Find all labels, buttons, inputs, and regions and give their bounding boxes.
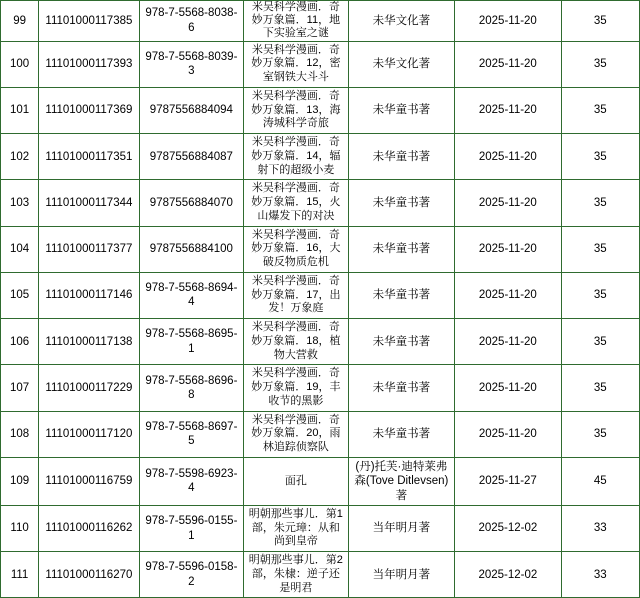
cell-date: 2025-11-20	[455, 87, 562, 133]
cell-index: 105	[1, 272, 39, 318]
table-row[interactable]	[1, 457, 640, 505]
cell-author: 当年明月著	[348, 552, 455, 598]
cell-author: 未华童书著	[348, 134, 455, 180]
cell-isbn: 978-7-5598-6923-4	[139, 457, 243, 505]
cell-date: 2025-11-20	[455, 134, 562, 180]
cell-price: 35	[561, 411, 639, 457]
cell-isbn: 978-7-5568-8695-1	[139, 319, 243, 365]
cell-title: 米吴科学漫画．奇妙万象篇．12，密室钢铁大斗斗	[244, 41, 348, 87]
cell-code: 11101000117369	[39, 87, 139, 133]
cell-isbn: 978-7-5596-0158-2	[139, 552, 243, 598]
cell-price: 35	[561, 319, 639, 365]
cell-index: 110	[1, 505, 39, 551]
cell-isbn: 9787556884100	[139, 226, 243, 272]
cell-price: 35	[561, 87, 639, 133]
table-row[interactable]	[1, 552, 640, 598]
table-row[interactable]	[1, 272, 640, 318]
cell-date: 2025-11-20	[455, 411, 562, 457]
cell-code: 11101000117393	[39, 41, 139, 87]
cell-price: 35	[561, 134, 639, 180]
cell-isbn: 978-7-5596-0155-1	[139, 505, 243, 551]
cell-index: 99	[1, 1, 39, 42]
cell-index: 109	[1, 457, 39, 505]
cell-date: 2025-11-20	[455, 1, 562, 42]
cell-title: 面孔	[244, 457, 348, 505]
cell-title: 米吴科学漫画．奇妙万象篇．15，火山爆发下的对决	[244, 180, 348, 226]
cell-author: 未华童书著	[348, 411, 455, 457]
table-row[interactable]	[1, 134, 640, 180]
cell-code: 11101000117229	[39, 365, 139, 411]
cell-code: 11101000117351	[39, 134, 139, 180]
table-row[interactable]	[1, 505, 640, 551]
cell-index: 107	[1, 365, 39, 411]
cell-price: 35	[561, 365, 639, 411]
cell-index: 104	[1, 226, 39, 272]
cell-author: 未华童书著	[348, 226, 455, 272]
cell-isbn: 978-7-5568-8697-5	[139, 411, 243, 457]
cell-title: 米吴科学漫画．奇妙万象篇．20，雨林追踪侦察队	[244, 411, 348, 457]
cell-isbn: 9787556884070	[139, 180, 243, 226]
cell-date: 2025-11-20	[455, 180, 562, 226]
cell-author: (丹)托芙·迪特莱弗森(Tove Ditlevsen)著	[348, 457, 455, 505]
cell-code: 11101000117120	[39, 411, 139, 457]
cell-price: 35	[561, 180, 639, 226]
table-row[interactable]	[1, 365, 640, 411]
cell-index: 111	[1, 552, 39, 598]
cell-code: 11101000116262	[39, 505, 139, 551]
cell-index: 103	[1, 180, 39, 226]
cell-price: 35	[561, 1, 639, 42]
cell-index: 102	[1, 134, 39, 180]
cell-date: 2025-12-02	[455, 552, 562, 598]
cell-title: 米吴科学漫画．奇妙万象篇．17，出发！万象庭	[244, 272, 348, 318]
cell-author: 当年明月著	[348, 505, 455, 551]
table-body	[1, 1, 640, 598]
cell-title: 明朝那些事儿．第2部，朱棣：逆子还是明君	[244, 552, 348, 598]
cell-code: 11101000117146	[39, 272, 139, 318]
table-row[interactable]	[1, 41, 640, 87]
cell-isbn: 9787556884094	[139, 87, 243, 133]
table-row[interactable]	[1, 180, 640, 226]
cell-author: 未华童书著	[348, 319, 455, 365]
cell-title: 米吴科学漫画．奇妙万象篇．13，海涛城科学奇旅	[244, 87, 348, 133]
cell-price: 35	[561, 41, 639, 87]
cell-date: 2025-11-20	[455, 272, 562, 318]
cell-date: 2025-12-02	[455, 505, 562, 551]
cell-date: 2025-11-20	[455, 41, 562, 87]
cell-author: 未华文化著	[348, 41, 455, 87]
cell-title: 米吴科学漫画．奇妙万象篇．19，丰收节的黑影	[244, 365, 348, 411]
cell-code: 11101000117377	[39, 226, 139, 272]
table-row[interactable]	[1, 411, 640, 457]
cell-author: 未华文化著	[348, 1, 455, 42]
cell-code: 11101000116270	[39, 552, 139, 598]
cell-code: 11101000117385	[39, 1, 139, 42]
cell-author: 未华童书著	[348, 87, 455, 133]
cell-price: 33	[561, 505, 639, 551]
cell-title: 明朝那些事儿．第1部，朱元璋：从和尚到皇帝	[244, 505, 348, 551]
cell-isbn: 978-7-5568-8038-6	[139, 1, 243, 42]
cell-price: 35	[561, 272, 639, 318]
cell-date: 2025-11-20	[455, 319, 562, 365]
cell-title: 米吴科学漫画．奇妙万象篇．11，地下实验室之谜	[244, 1, 348, 42]
cell-index: 108	[1, 411, 39, 457]
table-row[interactable]	[1, 226, 640, 272]
cell-author: 未华童书著	[348, 272, 455, 318]
table-row[interactable]	[1, 319, 640, 365]
cell-index: 106	[1, 319, 39, 365]
cell-isbn: 978-7-5568-8696-8	[139, 365, 243, 411]
cell-price: 33	[561, 552, 639, 598]
cell-index: 101	[1, 87, 39, 133]
cell-date: 2025-11-20	[455, 226, 562, 272]
cell-price: 45	[561, 457, 639, 505]
cell-date: 2025-11-27	[455, 457, 562, 505]
cell-code: 11101000117138	[39, 319, 139, 365]
cell-isbn: 978-7-5568-8039-3	[139, 41, 243, 87]
cell-author: 未华童书著	[348, 365, 455, 411]
cell-price: 35	[561, 226, 639, 272]
cell-title: 米吴科学漫画．奇妙万象篇．16，大破反物质危机	[244, 226, 348, 272]
cell-code: 11101000116759	[39, 457, 139, 505]
cell-title: 米吴科学漫画．奇妙万象篇．18，植物大营救	[244, 319, 348, 365]
cell-code: 11101000117344	[39, 180, 139, 226]
table-row[interactable]	[1, 1, 640, 42]
cell-index: 100	[1, 41, 39, 87]
cell-date: 2025-11-20	[455, 365, 562, 411]
cell-isbn: 9787556884087	[139, 134, 243, 180]
table-row[interactable]	[1, 87, 640, 133]
cell-author: 未华童书著	[348, 180, 455, 226]
cell-title: 米吴科学漫画．奇妙万象篇．14，辐射下的超级小麦	[244, 134, 348, 180]
cell-isbn: 978-7-5568-8694-4	[139, 272, 243, 318]
